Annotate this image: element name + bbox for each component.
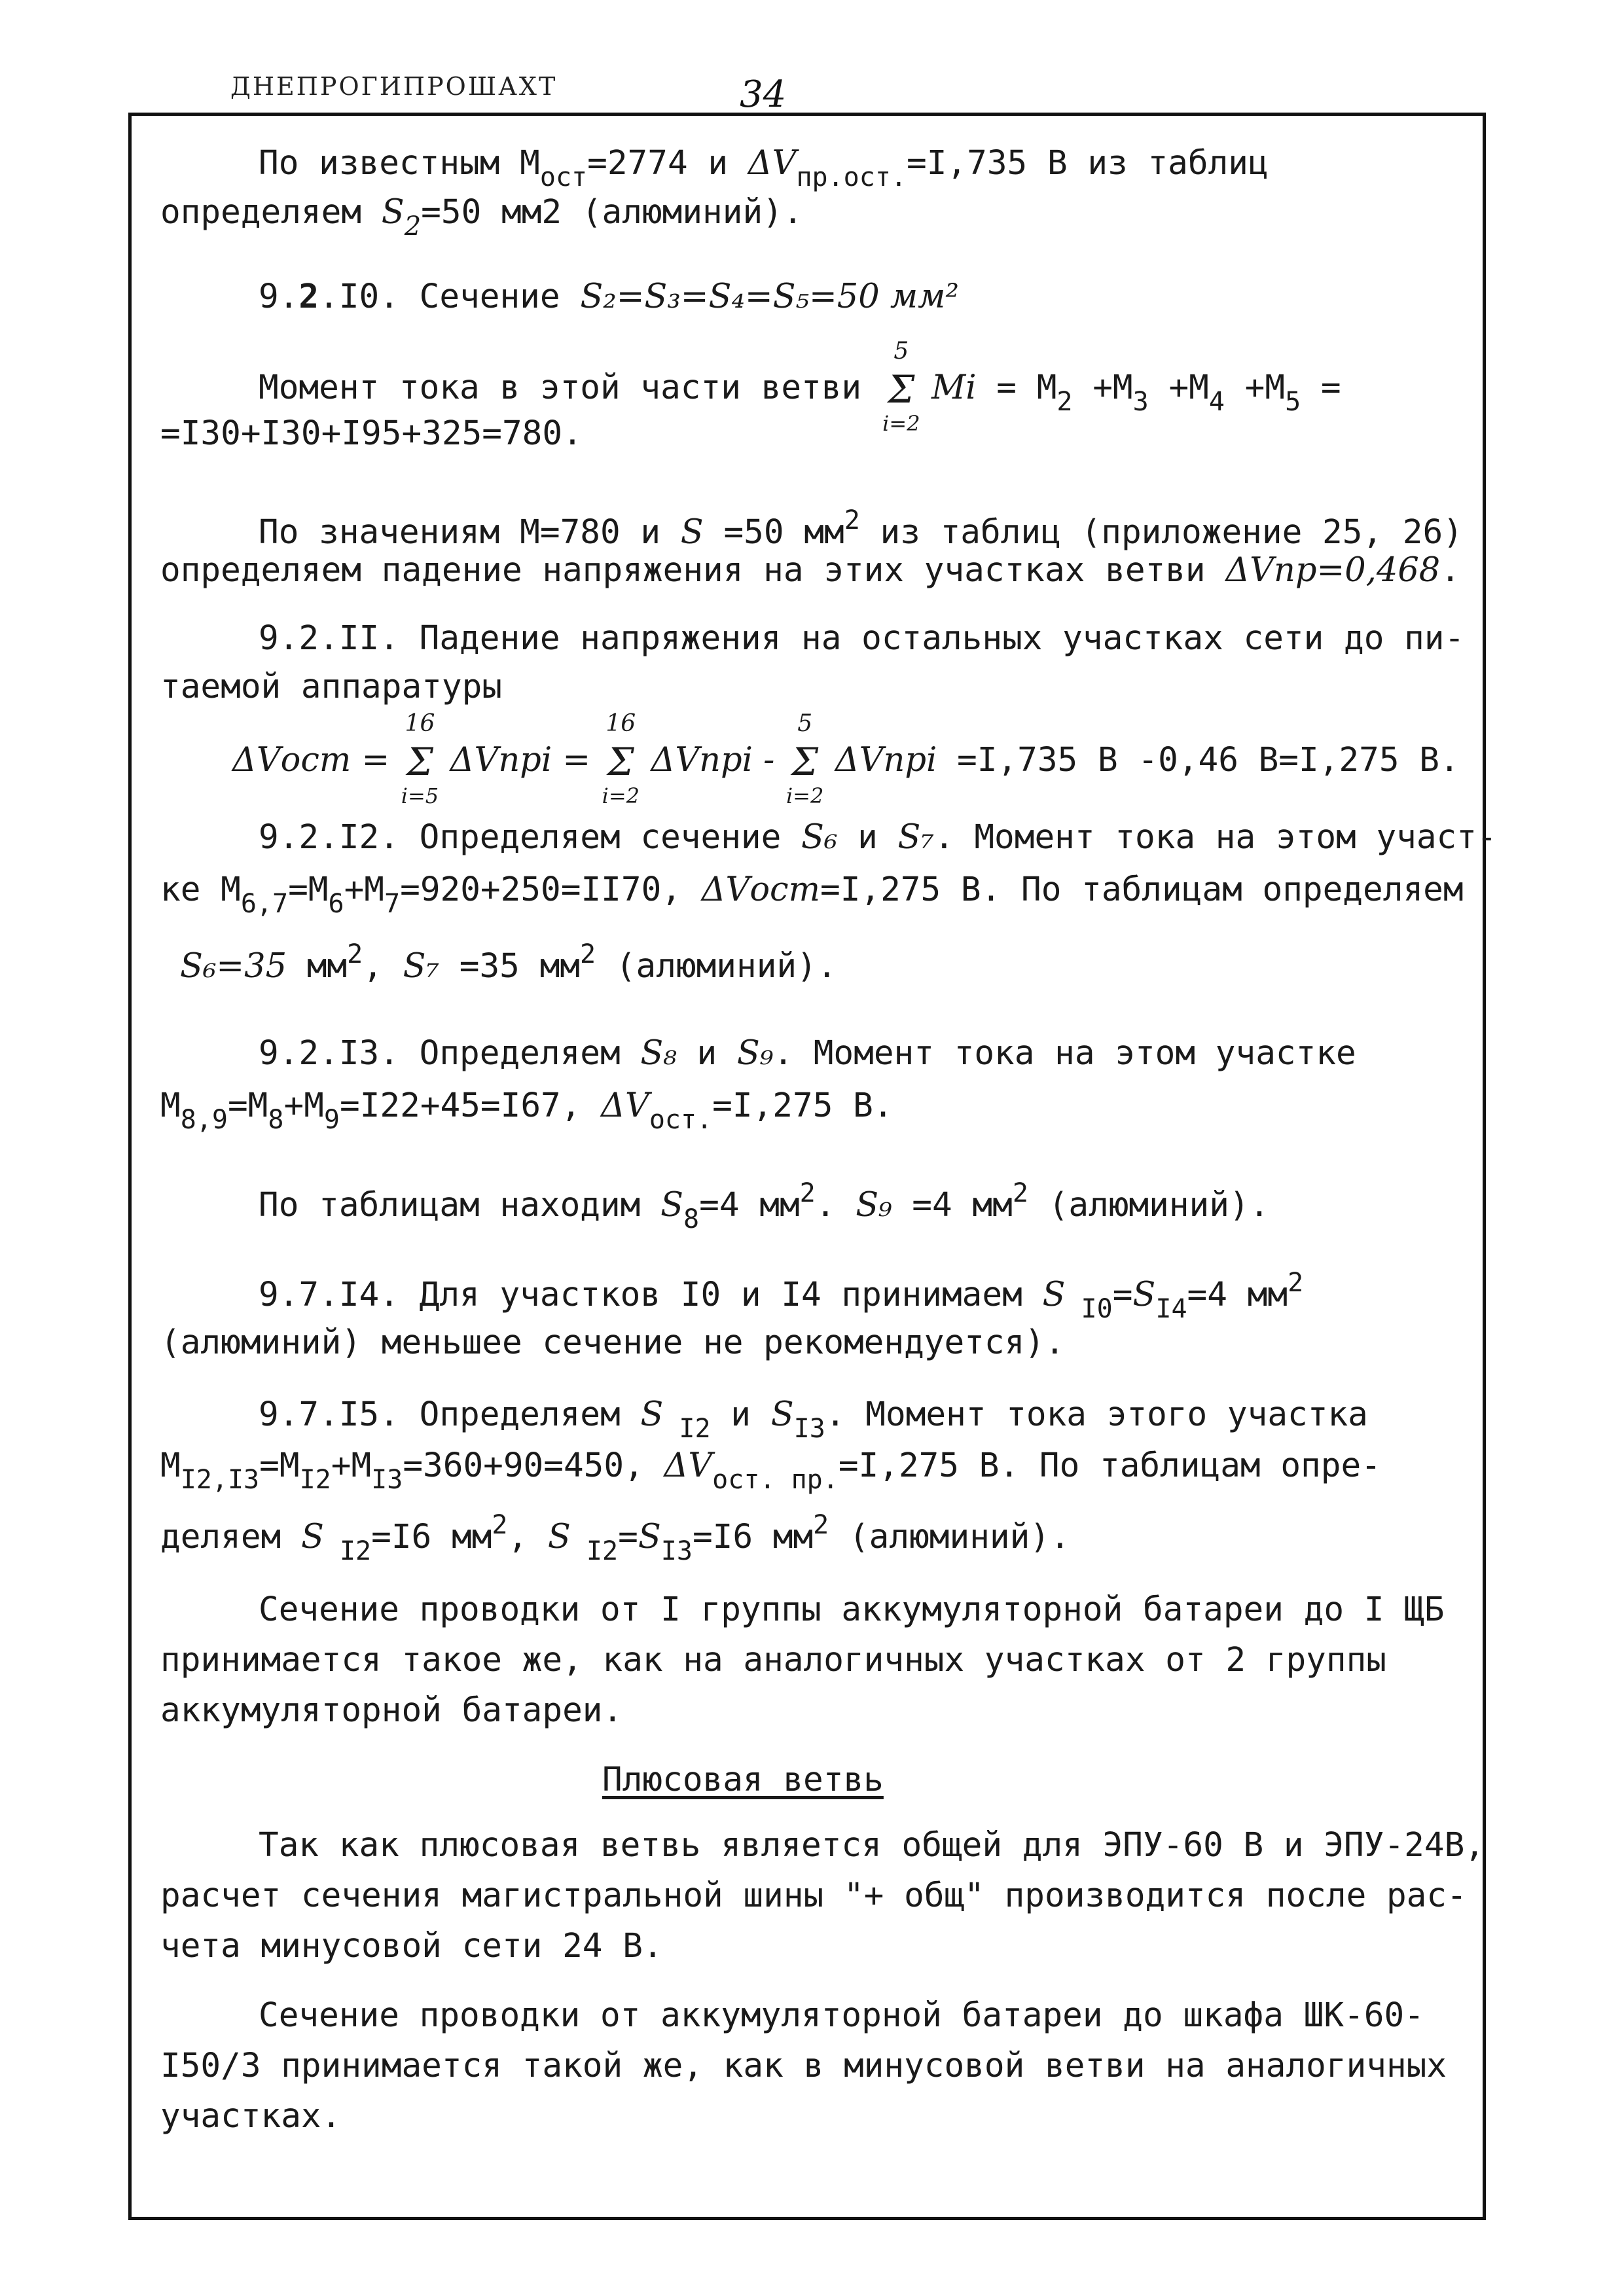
section-9-2-10: 9.2.I0. Сечение S₂=S₃=S₄=S₅=50 мм² [259, 278, 959, 316]
text-line-13: S₆=35 $мм^2$, S₇ =35 $мм^2$ (алюминий). [180, 939, 837, 986]
paragraph-1-line-3: аккумуляторной батареи. [160, 1691, 623, 1730]
section-9-7-14: 9.7.I4. Для участков I0 и I4 принимаем S $_{I0}=S_{I4}=4$ $мм^2$ [259, 1268, 1304, 1324]
sum-symbol: 16 Σ i=5 [401, 710, 439, 808]
section-9-7-15: 9.7.I5. Определяем S $_{I2}$ и $S_{I3}$. Момент тока этого участка [259, 1395, 1368, 1444]
text-line-5: =I30+I30+I95+325=780. [160, 414, 583, 453]
section-heading-plus-branch: Плюсовая ветвь [602, 1761, 884, 1799]
paragraph-1-line-2: принимается такое же, как на аналогичных участках от 2 группы [160, 1641, 1386, 1679]
paragraph-3-line-2: I50/3 принимается такой же, как в минусовой ветви на аналогичных [160, 2047, 1447, 2085]
text-line-20: $М_{I2,I3}=М_{I2}+М_{I3}=360+90=450$, $\Delta V_{ост. пр.}=I,275$ В. По таблицам опре- [160, 1446, 1381, 1495]
text-line-moment: Момент тока в этой части ветви 5 Σ i=2 $Mi = M_2 +M_3 +M_4 +M_5$ = [259, 338, 1341, 436]
section-9-2-11: 9.2.II. Падение напряжения на остальных участках сети до пи- [259, 619, 1465, 658]
text-line-12: ке $М_{6,7}=М_6+М_7=920+250=II70$, ΔVост=I,275 В. По таблицам определяем [160, 870, 1464, 919]
text-line-15: $М_{8,9}=М_8+М_9=I22+45=I67$, $\Delta V_{ост.}=I,275$ В. [160, 1086, 893, 1135]
header-organization: ДНЕПРОГИПРОШАХТ [230, 72, 558, 101]
text-line-9: таемой аппаратуры [160, 668, 502, 706]
sum-symbol: 16 Σ i=2 [602, 710, 640, 808]
paragraph-1-line-1: Сечение проводки от I группы аккумуляторной батареи до I ЩБ [259, 1590, 1445, 1629]
text-line-6: По значениям М=780 и S =50 $мм^2$ из таблиц (приложение 25, 26) [259, 505, 1463, 552]
text-line-16: По таблицам находим $S_8=4$ $мм^2$. S₉ =4 $мм^2$ (алюминий). [259, 1178, 1270, 1234]
text-line-21: деляем S $_{I2}$=I6 $мм^2$, S $_{I2}=S_{I3}=I6$ $мм^2$ (алюминий). [160, 1510, 1070, 1566]
paragraph-2-line-1: Так как плюсовая ветвь является общей для ЭПУ-60 В и ЭПУ-24В, [259, 1826, 1485, 1865]
text-line-2: определяем $S_2=50$ мм2 (алюминий). [160, 193, 803, 242]
page-number: 34 [740, 73, 787, 116]
section-9-2-13: 9.2.I3. Определяем S₈ и S₉. Момент тока на этом участке [259, 1034, 1356, 1073]
sum-symbol: 5 Σ i=2 [882, 338, 920, 436]
section-9-2-12: 9.2.I2. Определяем сечение S₆ и S₇. Момент тока на этом участ- [259, 818, 1497, 857]
sum-symbol: 5 Σ i=2 [785, 710, 824, 808]
paragraph-2-line-3: чета минусовой сети 24 В. [160, 1927, 663, 1965]
paragraph-3-line-3: участках. [160, 2097, 342, 2136]
text-line-1: По известным $M_{ост}=2774$ и $\Delta V_{пр.ост.}=I,735$ В из таблиц [259, 144, 1269, 192]
text-line-18: (алюминий) меньшее сечение не рекомендуется). [160, 1323, 1065, 1362]
paragraph-2-line-2: расчет сечения магистральной шины "+ общ" производится после рас- [160, 1876, 1467, 1915]
voltage-drop-formula: ΔVост = 16 Σ i=5 ΔVпрi = 16 Σ i=2 ΔVпрi - 5 Σ i=2 ΔVпрi =I,735 В -0,46 В=I,275 В. [232, 710, 1460, 808]
text-line-7: определяем падение напряжения на этих участках ветви ΔVпр=0,468. [160, 551, 1460, 590]
paragraph-3-line-1: Сечение проводки от аккумуляторной батареи до шкафа ШК-60- [259, 1996, 1424, 2035]
